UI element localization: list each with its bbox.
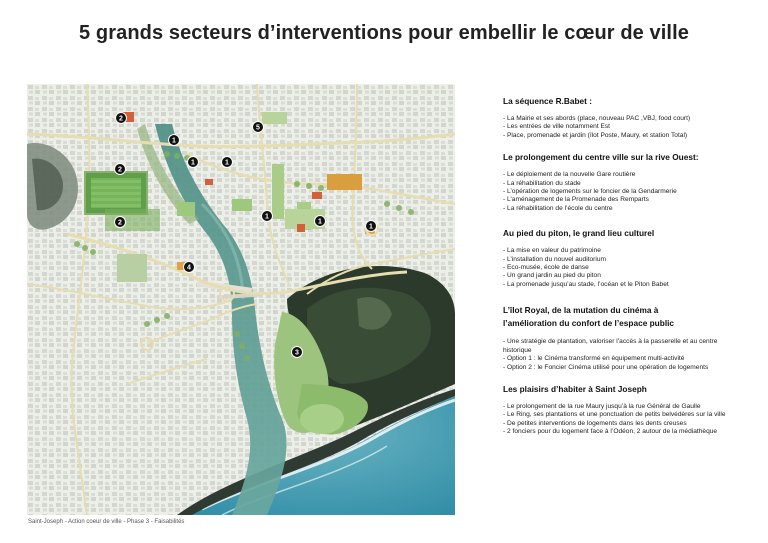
sector-marker-2 <box>115 217 126 228</box>
sector-marker-1 <box>169 135 180 146</box>
svg-text:1: 1 <box>191 159 195 167</box>
sector-marker-1 <box>366 221 377 232</box>
list-item: - L’installation du nouvel auditorium <box>503 255 606 263</box>
list-item: - Place, promenade et jardin (îlot Poste, Maury, et station Total) <box>503 131 688 139</box>
svg-text:1: 1 <box>225 159 229 167</box>
svg-text:1: 1 <box>318 218 322 226</box>
sector-marker-1 <box>222 157 233 168</box>
sector-3-block <box>503 228 731 289</box>
sector-marker-5 <box>253 122 264 133</box>
svg-text:2: 2 <box>118 166 122 174</box>
svg-text:1: 1 <box>369 223 373 231</box>
sector-3-heading: Au pied du piton, le grand lieu culturel <box>503 228 655 239</box>
sector-marker-4 <box>184 262 195 273</box>
sector-marker-1 <box>188 157 199 168</box>
site-plan-map <box>27 84 455 515</box>
list-item: - L’opération de logements sur le foncier de la Gendarmerie <box>503 188 677 196</box>
sectors-panel <box>503 96 731 437</box>
sector-1-heading: La séquence R.Babet : <box>503 96 592 106</box>
list-item: - L’aménagement de la Promenade des Remparts <box>503 196 649 204</box>
list-item: - La mise en valeur du patrimoine <box>503 247 601 255</box>
sector-marker-2 <box>115 164 126 175</box>
list-item: - Le déploiement de la nouvelle Gare routière <box>503 171 636 179</box>
sector-2-block <box>503 152 731 213</box>
svg-text:3: 3 <box>295 349 299 357</box>
svg-text:1: 1 <box>265 213 269 221</box>
sector-2-heading: Le prolongement du centre ville sur la rive Ouest: <box>503 152 699 163</box>
svg-text:5: 5 <box>256 124 260 132</box>
sector-marker-1 <box>262 211 273 222</box>
map-caption: Saint-Joseph - Action coeur de ville - Phase 3 - Faisabilités <box>28 519 185 525</box>
list-item: - La promenade jusqu’au stade, l’océan et le Piton Babet <box>503 280 669 288</box>
list-item: - Option 2 : le Foncier Cinéma utilisé pour une opération de logements <box>503 363 709 371</box>
list-item: - La Mairie et ses abords (place, nouveau PAC ,VBJ, food court) <box>503 115 691 122</box>
sector-marker-2 <box>116 113 127 124</box>
list-item: - Un grand jardin au pied du piton <box>503 272 601 280</box>
sector-4-heading: L’îlot Royal, de la mutation du cinéma à l’amélioration du confort de l’espace public <box>503 305 675 329</box>
list-item: - Option 1 : le Cinéma transformé en équipement multi-activité <box>503 355 685 363</box>
sector-marker-1 <box>315 216 326 227</box>
list-item: - Une stratégie de plantation, valoriser l’accès à la passerelle et au centre historique <box>503 338 718 354</box>
list-item: - La réhabilitation du stade <box>503 179 581 187</box>
list-item: - Le Ring, ses plantations et une ponctuation de petits belvédères sur la ville <box>503 411 726 419</box>
list-item: - Eco-musée, école de danse <box>503 264 589 272</box>
sector-5-block <box>503 384 731 437</box>
svg-text:4: 4 <box>187 264 191 272</box>
list-item: - Les entrées de ville notamment Est <box>503 123 611 131</box>
svg-text:1: 1 <box>172 137 176 145</box>
list-item: - La réhabilitation de l’école du centre <box>503 204 613 212</box>
svg-text:2: 2 <box>118 219 122 227</box>
sector-5-heading: Les plaisirs d’habiter à Saint Joseph <box>503 383 647 394</box>
sector-marker-3 <box>292 347 303 358</box>
sector-4-block <box>503 304 731 372</box>
svg-text:2: 2 <box>119 115 123 123</box>
list-item: - Le prolongement de la rue Maury jusqu’à la rue Général de Gaulle <box>503 402 701 410</box>
list-item: - 2 fonciers pour du logement face à l’Odéon, 2 autour de la médiathèque <box>503 428 718 436</box>
page-title: 5 grands secteurs d’interventions pour embellir le cœur de ville <box>79 22 689 44</box>
sector-1-block <box>503 96 731 140</box>
list-item: - De petites interventions de logements dans les dents creuses <box>503 419 687 427</box>
